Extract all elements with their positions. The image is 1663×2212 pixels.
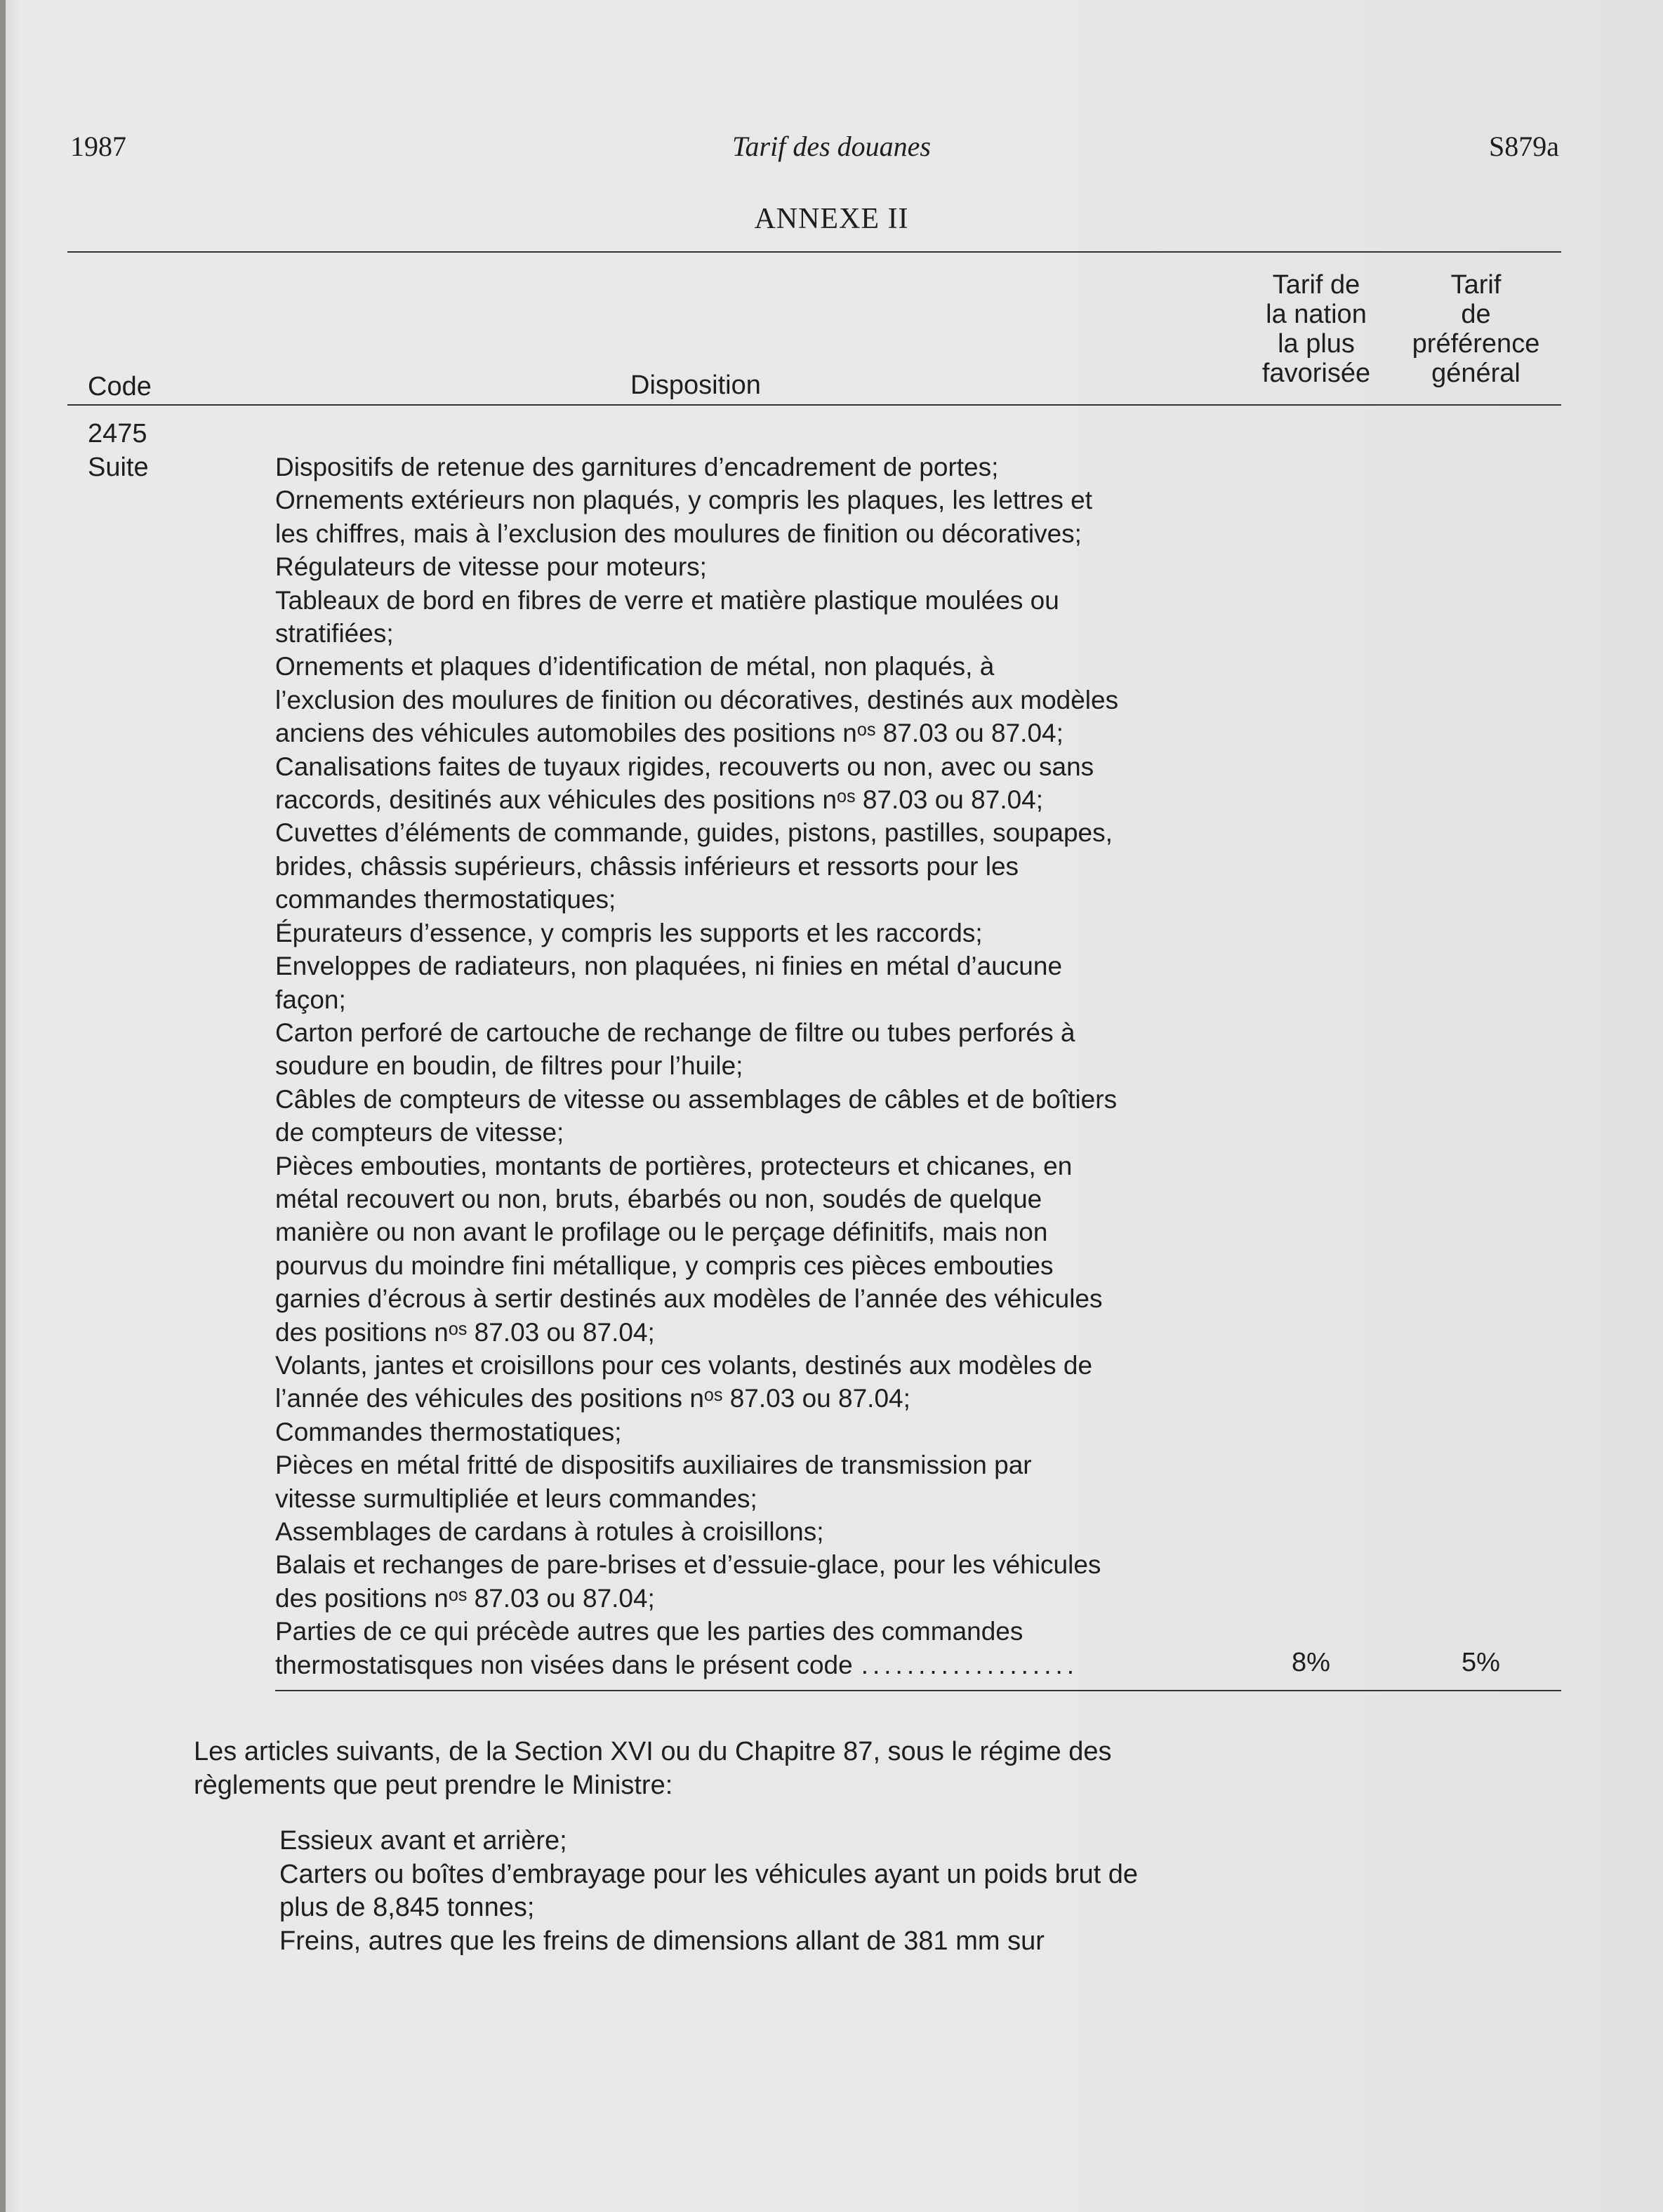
tariff-code-cell	[88, 417, 149, 484]
sub-item-list	[279, 1825, 1262, 1958]
disposition-line: Volants, jantes et croisillons pour ces volants, destinés aux modèles de	[275, 1350, 1093, 1380]
column-header-disposition: Disposition	[630, 371, 761, 400]
header-title: Tarif des douanes	[731, 131, 931, 162]
mfn-header-line: favorisée	[1261, 359, 1371, 388]
sub-item-line: Essieux avant et arrière;	[279, 1826, 567, 1855]
disposition-line: pourvus du moindre fini métallique, y compris ces pièces embouties	[275, 1251, 1054, 1280]
column-header-gpt-tariff	[1400, 270, 1551, 388]
disposition-line: Régulateurs de vitesse pour moteurs;	[275, 552, 707, 582]
rate-gpt: 5%	[1462, 1648, 1500, 1677]
intro-paragraph	[194, 1735, 1247, 1802]
disposition-line: Balais et rechanges de pare-brises et d’essuie-glace, pour les véhicules	[275, 1550, 1101, 1580]
disposition-line: l’année des véhicules des positions nᵒˢ 87.03 ou 87.04;	[275, 1384, 910, 1413]
disposition-line: Épurateurs d’essence, y compris les supports et les raccords;	[275, 918, 983, 947]
column-header-mfn-tariff	[1243, 270, 1390, 388]
gpt-header-line: préférence	[1412, 329, 1540, 359]
paragraph-line: Les articles suivants, de la Section XVI ou du Chapitre 87, sous le régime des	[194, 1737, 1112, 1766]
section-end-rule	[275, 1690, 1561, 1691]
gpt-header-line: général	[1431, 359, 1520, 388]
mfn-header-line: la nation	[1266, 300, 1367, 329]
disposition-line: Tableaux de bord en fibres de verre et matière plastique moulées ou	[275, 585, 1059, 615]
leader-dots: ...................	[861, 1650, 1079, 1679]
disposition-line: métal recouvert ou non, bruts, ébarbés ou non, soudés de quelque	[275, 1184, 1042, 1213]
disposition-line: Parties de ce qui précède autres que les parties des commandes	[275, 1617, 1023, 1646]
disposition-line: façon;	[275, 985, 346, 1014]
paragraph-line: règlements que peut prendre le Ministre:	[194, 1771, 673, 1800]
disposition-line: anciens des véhicules automobiles des positions nᵒˢ 87.03 ou 87.04;	[275, 719, 1064, 748]
disposition-line: stratifiées;	[275, 619, 394, 648]
disposition-line: garnies d’écrous à sertir destinés aux modèles de l’année des véhicules	[275, 1284, 1103, 1314]
column-header-code: Code	[88, 372, 152, 401]
disposition-line: les chiffres, mais à l’exclusion des moulures de finition ou décoratives;	[275, 519, 1082, 548]
tariff-code: 2475	[88, 419, 147, 448]
disposition-line: manière ou non avant le profilage ou le perçage définitifs, mais non	[275, 1218, 1048, 1247]
gpt-header-line: de	[1461, 300, 1491, 329]
sub-item-line: Freins, autres que les freins de dimensions allant de 381 mm sur	[279, 1926, 1045, 1956]
header-page-ref: S879a	[1489, 131, 1559, 162]
disposition-line: vitesse surmultipliée et leurs commandes;	[275, 1484, 757, 1513]
disposition-line: brides, châssis supérieurs, châssis inférieurs et ressorts pour les	[275, 851, 1019, 881]
sub-item-line: plus de 8,845 tonnes;	[279, 1893, 535, 1922]
disposition-line: Ornements et plaques d’identification de métal, non plaqués, à	[275, 652, 995, 681]
disposition-line: Commandes thermostatiques;	[275, 1417, 622, 1446]
disposition-line: de compteurs de vitesse;	[275, 1118, 564, 1147]
disposition-line: Pièces embouties, montants de portières, protecteurs et chicanes, en	[275, 1151, 1073, 1180]
disposition-line: Dispositifs de retenue des garnitures d’encadrement de portes;	[275, 453, 999, 481]
disposition-line: Câbles de compteurs de vitesse ou assemblages de câbles et de boîtiers	[275, 1084, 1118, 1114]
sub-item-line: Carters ou boîtes d’embrayage pour les véhicules ayant un poids brut de	[279, 1859, 1139, 1889]
disposition-line: des positions nᵒˢ 87.03 ou 87.04;	[275, 1317, 655, 1347]
rate-mfn: 8%	[1292, 1648, 1330, 1677]
disposition-line: Assemblages de cardans à rotules à croisillons;	[275, 1517, 824, 1546]
disposition-line: commandes thermostatiques;	[275, 885, 616, 914]
mfn-header-line: la plus	[1278, 329, 1355, 359]
disposition-line: Pièces en métal fritté de dispositifs auxiliaires de transmission par	[275, 1451, 1032, 1480]
mfn-header-line: Tarif de	[1272, 270, 1360, 300]
table-header-rule	[67, 404, 1561, 406]
disposition-line: Enveloppes de radiateurs, non plaquées, ni finies en métal d’aucune	[275, 952, 1063, 981]
disposition-line: Cuvettes d’éléments de commande, guides, pistons, pastilles, soupapes,	[275, 818, 1113, 848]
disposition-last-line-text: thermostatisques non visées dans le présent code	[275, 1650, 853, 1679]
gpt-header-line: Tarif	[1450, 270, 1502, 300]
disposition-list	[275, 451, 1223, 1681]
disposition-line: Ornements extérieurs non plaqués, y compris les plaques, les lettres et	[275, 486, 1093, 515]
disposition-line: Carton perforé de cartouche de rechange de filtre ou tubes perforés à	[275, 1018, 1075, 1047]
disposition-last-line	[275, 1648, 1223, 1681]
page-spine-shadow	[0, 0, 6, 2212]
annex-title: ANNEXE II	[754, 203, 909, 235]
disposition-line: raccords, desitinés aux véhicules des positions nᵒˢ 87.03 ou 87.04;	[275, 785, 1044, 815]
disposition-line: soudure en boudin, de filtres pour l’huile;	[275, 1051, 743, 1081]
disposition-line: l’exclusion des moulures de finition ou décoratives, destinés aux modèles	[275, 685, 1119, 714]
table-top-rule	[67, 251, 1561, 253]
header-year: 1987	[70, 131, 126, 162]
disposition-line: Canalisations faites de tuyaux rigides, recouverts ou non, avec ou sans	[275, 752, 1094, 781]
tariff-code-suffix: Suite	[88, 453, 149, 482]
disposition-line: des positions nᵒˢ 87.03 ou 87.04;	[275, 1583, 655, 1613]
